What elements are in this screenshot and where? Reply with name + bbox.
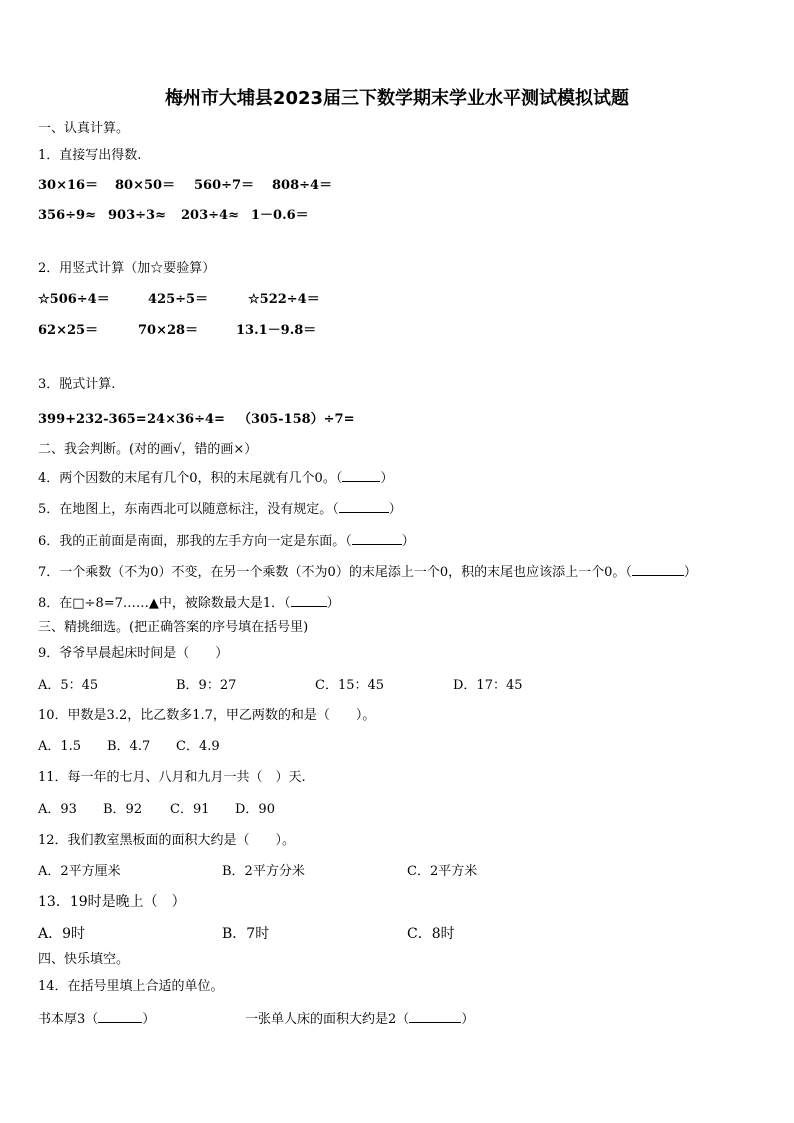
q1-r2-item: 1－0.6＝	[251, 208, 309, 223]
close-paren: ）	[683, 565, 697, 580]
q14-a-line	[38, 1010, 155, 1028]
q12-option[interactable]: A．2平方厘米	[38, 864, 121, 879]
answer-blank[interactable]	[98, 1010, 142, 1023]
q12-option[interactable]: C．2平方米	[407, 864, 478, 879]
q9-option[interactable]: B．9：27	[176, 678, 237, 693]
q1-r1-item: 808÷4＝	[272, 178, 333, 193]
q3-label: 3．脱式计算.	[38, 377, 116, 392]
q11-stem: 11．每一年的七月、八月和九月一共（ ）天.	[38, 770, 306, 785]
q1-r1-item: 560÷7＝	[194, 178, 255, 193]
close-paren: ）	[142, 1012, 156, 1027]
q10-stem: 10．甲数是3.2，比乙数多1.7，甲乙两数的和是（ ）。	[38, 708, 376, 723]
q11-option[interactable]: B．92	[103, 802, 143, 817]
q13-stem: 13．19时是晚上（ ）	[38, 894, 186, 910]
q11-option[interactable]: C．91	[170, 802, 210, 817]
q10-option[interactable]: A．1.5	[38, 739, 82, 754]
q2-r1-item: ☆522÷4＝	[248, 292, 320, 307]
q14-b-line	[245, 1010, 474, 1028]
q10-option[interactable]: B．4.7	[107, 739, 151, 754]
answer-blank[interactable]	[342, 469, 380, 482]
close-paren: ）	[326, 596, 340, 611]
q1-r1-item: 30×16＝	[38, 178, 99, 193]
q13-option[interactable]: B．7时	[222, 926, 270, 942]
section-3-heading: 三、精挑细选。(把正确答案的序号填在括号里)	[38, 620, 309, 635]
q2-r1-item: 425÷5＝	[148, 292, 209, 307]
q2-r2-item: 62×25＝	[38, 323, 99, 338]
q1-r2-item: 356÷9≈	[38, 208, 96, 223]
q9-option[interactable]: D．17：45	[453, 678, 523, 693]
q1-r1-item: 80×50＝	[115, 178, 176, 193]
section-1-heading: 一、认真计算。	[38, 121, 130, 136]
q2-label: 2．用竖式计算（加☆要验算）	[38, 261, 216, 276]
q6-text: 6．我的正前面是南面，那我的左手方向一定是东面。（	[38, 534, 352, 549]
q2-r2-item: 70×28＝	[138, 323, 199, 338]
q9-stem: 9．爷爷早晨起床时间是（ ）	[38, 646, 229, 661]
close-paren: ）	[401, 534, 415, 549]
q13-option[interactable]: C．8时	[407, 926, 455, 942]
q2-r1-item: ☆506÷4＝	[38, 292, 110, 307]
q6-line	[38, 532, 415, 550]
answer-blank[interactable]	[339, 500, 389, 513]
q11-option[interactable]: A．93	[38, 802, 77, 817]
q8-text: 8．在□÷8=7……▲中，被除数最大是1．（	[38, 596, 291, 611]
q14-b-text: 一张单人床的面积大约是2（	[245, 1012, 410, 1027]
q3-item: （305-158）÷7=	[238, 412, 355, 427]
q11-option[interactable]: D．90	[235, 802, 275, 817]
answer-blank[interactable]	[291, 594, 327, 607]
q9-option[interactable]: A．5：45	[38, 678, 99, 693]
q9-option[interactable]: C．15：45	[315, 678, 385, 693]
q1-label: 1．直接写出得数.	[38, 148, 142, 163]
q14-a-text: 书本厚3（	[38, 1012, 99, 1027]
section-2-heading: 二、我会判断。(对的画√，错的画×）	[38, 442, 258, 457]
q14-label: 14．在括号里填上合适的单位。	[38, 979, 224, 994]
q5-text: 5．在地图上，东南西北可以随意标注，没有规定。（	[38, 502, 339, 517]
q1-r2-item: 903÷3≈	[108, 208, 166, 223]
q12-option[interactable]: B．2平方分米	[222, 864, 305, 879]
answer-blank[interactable]	[352, 532, 402, 545]
page-title: 梅州市大埔县2023届三下数学期末学业水平测试模拟试题	[164, 88, 630, 109]
q3-item: 24×36÷4=	[147, 412, 225, 427]
q5-line	[38, 500, 402, 518]
q7-text: 7．一个乘数（不为0）不变，在另一个乘数（不为0）的末尾添上一个0，积的末尾也应该添上一个0。（	[38, 565, 632, 580]
answer-blank[interactable]	[632, 563, 684, 576]
q4-text: 4．两个因数的末尾有几个0，积的末尾就有几个0。（	[38, 471, 343, 486]
q7-line	[38, 563, 697, 581]
q2-r2-item: 13.1－9.8＝	[236, 323, 317, 338]
close-paren: ）	[461, 1012, 475, 1027]
q10-option[interactable]: C．4.9	[176, 739, 220, 754]
section-4-heading: 四、快乐填空。	[38, 952, 130, 967]
q13-option[interactable]: A．9时	[38, 926, 86, 942]
q1-r2-item: 203÷4≈	[181, 208, 239, 223]
q4-line	[38, 469, 393, 487]
close-paren: ）	[388, 502, 402, 517]
answer-blank[interactable]	[409, 1010, 461, 1023]
close-paren: ）	[380, 471, 394, 486]
q12-stem: 12．我们教室黑板面的面积大约是（ ）。	[38, 833, 296, 848]
q8-line	[38, 594, 340, 612]
q3-item: 399+232-365=	[38, 412, 147, 427]
